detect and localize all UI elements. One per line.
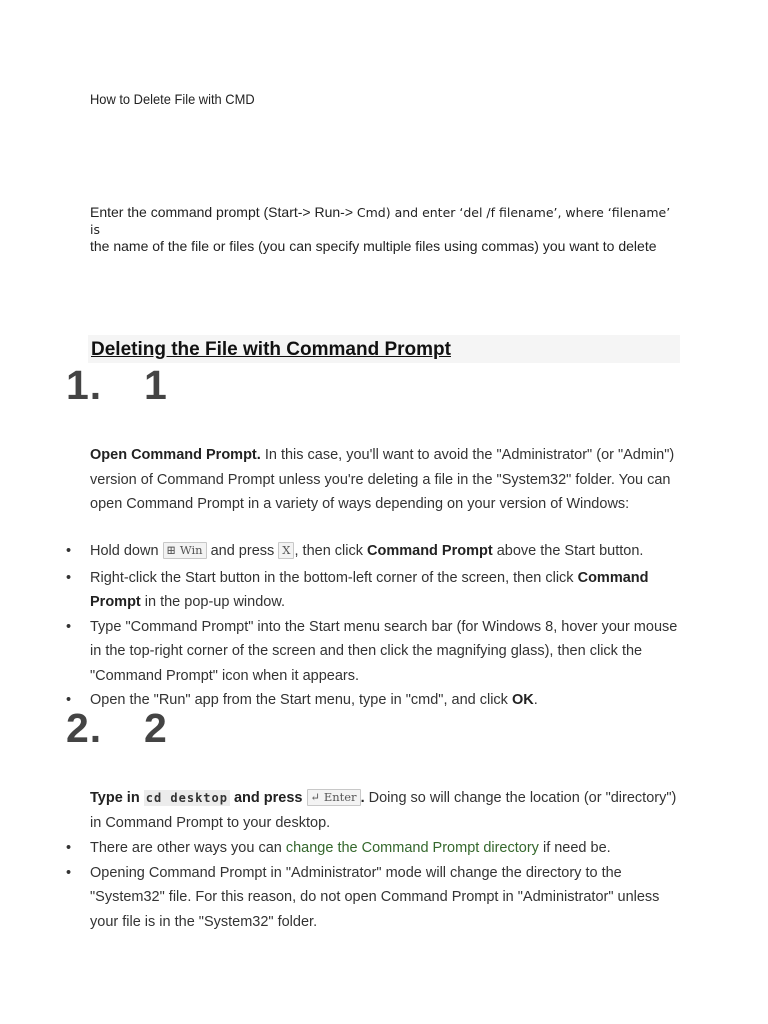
step-number-1 xyxy=(66,362,168,409)
list-item xyxy=(66,836,680,861)
list-item: • Opening Command Prompt in "Administrator" mode will change the directory to the "System32" file. For this reason, do not open Command Prompt in "Administrator" unless your file is in the "System32" folder. xyxy=(66,861,680,935)
bullet-text: There are other ways you can xyxy=(90,840,286,856)
step-1-intro-bold: Open Command Prompt. xyxy=(90,447,261,463)
change-directory-link[interactable]: change the Command Prompt directory xyxy=(285,840,539,856)
step-2-label: 2 xyxy=(144,705,168,751)
bullet-text: in the pop-up window. xyxy=(140,594,286,610)
enter-key: ↵ Enter xyxy=(307,789,361,806)
bullet-bold: Command Prompt xyxy=(90,569,649,610)
step-1-intro-text: In this case, you'll want to avoid the "Administrator" (or "Admin") version of Command Prompt unless you're deleting a file in the "System32" folder. You can open Command Prompt in a variety of ways depending on your version of Windows: xyxy=(90,447,675,512)
step-1-label: 1 xyxy=(144,362,168,408)
step-2-ordinal: 2. xyxy=(66,705,103,751)
win-key: ⊞ Win xyxy=(163,542,207,559)
bullet-text: Hold down xyxy=(90,543,163,559)
step-2-intro xyxy=(90,786,680,835)
list-item xyxy=(66,539,680,564)
step-2-bullet-list xyxy=(66,836,680,934)
intro-text-a: Enter the command prompt (Start-> Run-> xyxy=(90,204,357,220)
cd-desktop-code: cd desktop xyxy=(145,791,228,805)
bullet-text: Right-click the Start button in the bottom-left corner of the screen, then click xyxy=(90,569,578,586)
bullet-bold: OK xyxy=(511,692,534,708)
intro-paragraph xyxy=(90,204,680,255)
x-key: X xyxy=(278,542,294,559)
bullet-text: if need be. xyxy=(538,840,611,856)
step-2-intro-bold: and press xyxy=(229,790,307,806)
section-heading: Deleting the File with Command Prompt xyxy=(91,339,451,360)
step-2-intro-text: Doing so will change the location (or "directory") in Command Prompt to your desktop. xyxy=(90,790,677,831)
bullet-text: . xyxy=(533,692,538,708)
document-title: How to Delete File with CMD xyxy=(90,91,255,107)
step-2-intro-bold: Type in xyxy=(90,790,144,806)
step-1-ordinal: 1. xyxy=(66,362,103,408)
step-1-bullet-list xyxy=(66,539,680,713)
bullet-text: above the Start button. xyxy=(492,543,644,559)
intro-text-b: Cmd) and enter ‘del /f filename’, where ‘filename’ is xyxy=(90,205,671,237)
bullet-text: and press xyxy=(206,543,279,559)
step-number-2 xyxy=(66,705,168,752)
bullet-text: Open the "Run" app from the Start menu, type in "cmd", and click xyxy=(90,692,512,708)
list-item xyxy=(66,566,680,615)
step-2-intro-bold: . xyxy=(360,790,365,806)
list-item: • Type "Command Prompt" into the Start menu search bar (for Windows 8, hover your mouse in the top-right corner of the screen and then click the magnifying glass), then click the "Command Prompt" icon when it appears. xyxy=(66,615,680,689)
bullet-text: , then click xyxy=(294,543,368,559)
bullet-bold: Command Prompt xyxy=(367,543,493,559)
step-1-intro xyxy=(90,443,680,517)
intro-text-line2: the name of the file or files (you can specify multiple files using commas) you want to delete xyxy=(90,238,657,254)
